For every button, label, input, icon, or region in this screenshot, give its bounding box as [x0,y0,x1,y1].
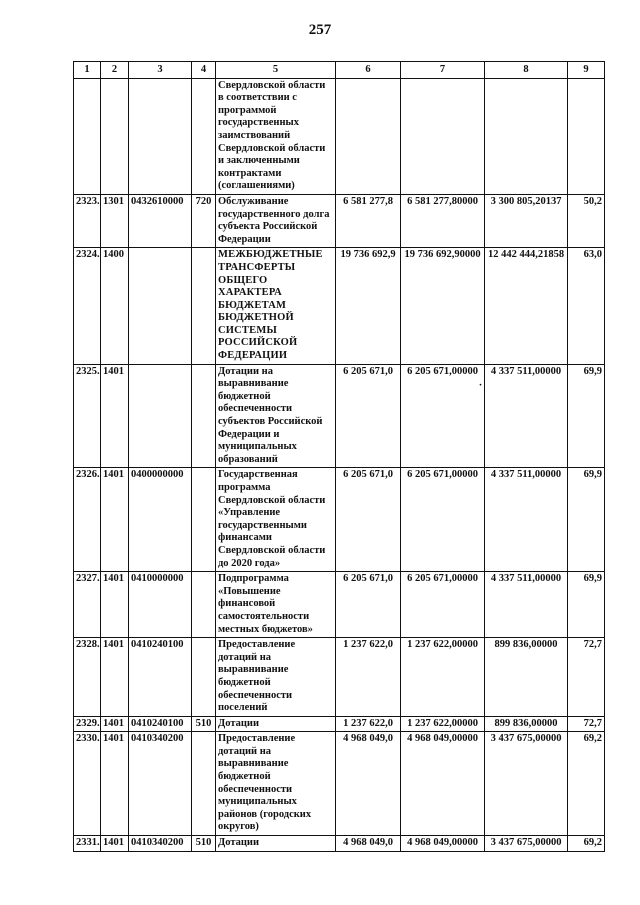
approved-amount [401,78,485,194]
item-name: Подпрограмма «Повышение финансовой самостоятельности местных бюджетов» [216,572,336,638]
section-code: 1401 [101,732,129,836]
expense-type [192,364,216,468]
execution-percent [568,78,605,194]
item-name: Предоставление дотаций на выравнивание бюджетной обеспеченности муниципальных районов (городских округов) [216,732,336,836]
item-name: Государственная программа Свердловской области «Управление государственными финансами Свердловской области до 2020 года» [216,468,336,572]
section-code: 1401 [101,836,129,852]
table-row [74,194,605,247]
execution-percent: 72,7 [568,638,605,717]
expense-type [192,638,216,717]
approved-amount: 6 581 277,80000 [401,194,485,247]
row-number: 2325. [74,364,101,468]
table-row [74,716,605,732]
execution-percent: 69,9 [568,364,605,468]
executed-amount: 899 836,00000 [485,716,568,732]
item-name: Дотации [216,836,336,852]
row-number: 2329. [74,716,101,732]
plan-amount: 6 581 277,8 [336,194,401,247]
approved-amount: 1 237 622,00000 [401,638,485,717]
expense-type [192,248,216,364]
approved-amount: 4 968 049,00000 [401,732,485,836]
approved-amount-value: 6 205 671,00000 [407,365,478,377]
table-row [74,836,605,852]
item-name: Дотации на выравнивание бюджетной обеспеченности субъектов Российской Федерации и муниципальных образований [216,364,336,468]
executed-amount [485,78,568,194]
plan-amount: 1 237 622,0 [336,716,401,732]
section-code: 1301 [101,194,129,247]
stray-mark: · [478,380,483,392]
budget-table [73,61,605,852]
header-cell: 8 [485,62,568,79]
table-row [74,248,605,364]
plan-amount: 19 736 692,9 [336,248,401,364]
plan-amount: 1 237 622,0 [336,638,401,717]
plan-amount: 6 205 671,0 [336,364,401,468]
section-code: 1401 [101,638,129,717]
execution-percent: 72,7 [568,716,605,732]
executed-amount: 3 437 675,00000 [485,732,568,836]
row-number [74,78,101,194]
approved-amount: 19 736 692,90000 [401,248,485,364]
item-name: Предоставление дотаций на выравнивание бюджетной обеспеченности поселений [216,638,336,717]
expense-type [192,468,216,572]
section-code: 1401 [101,468,129,572]
table-row [74,364,605,468]
approved-amount: 6 205 671,00000 [401,468,485,572]
execution-percent: 69,2 [568,732,605,836]
table-row [74,78,605,194]
header-row [74,62,605,79]
item-name: МЕЖБЮДЖЕТНЫЕ ТРАНСФЕРТЫ ОБЩЕГО ХАРАКТЕРА БЮДЖЕТАМ БЮДЖЕТНОЙ СИСТЕМЫ РОССИЙСКОЙ ФЕДЕРАЦИИ [216,248,336,364]
approved-amount [401,364,485,468]
target-code: 0410000000 [129,572,192,638]
expense-type: 510 [192,836,216,852]
table-row [74,732,605,836]
target-code [129,364,192,468]
target-code [129,248,192,364]
header-cell: 5 [216,62,336,79]
executed-amount: 4 337 511,00000 [485,364,568,468]
target-code: 0410340200 [129,732,192,836]
executed-amount: 3 437 675,00000 [485,836,568,852]
plan-amount: 4 968 049,0 [336,732,401,836]
plan-amount [336,78,401,194]
section-code: 1401 [101,364,129,468]
expense-type [192,78,216,194]
expense-type [192,572,216,638]
page-number: 257 [308,22,332,38]
executed-amount: 4 337 511,00000 [485,572,568,638]
execution-percent: 69,2 [568,836,605,852]
executed-amount: 899 836,00000 [485,638,568,717]
execution-percent: 63,0 [568,248,605,364]
target-code: 0410340200 [129,836,192,852]
executed-amount: 12 442 444,21858 [485,248,568,364]
table-row [74,572,605,638]
execution-percent: 50,2 [568,194,605,247]
section-code [101,78,129,194]
expense-type: 510 [192,716,216,732]
executed-amount: 4 337 511,00000 [485,468,568,572]
row-number: 2330. [74,732,101,836]
header-cell: 4 [192,62,216,79]
row-number: 2326. [74,468,101,572]
approved-amount: 6 205 671,00000 [401,572,485,638]
section-code: 1401 [101,716,129,732]
section-code: 1400 [101,248,129,364]
approved-amount: 4 968 049,00000 [401,836,485,852]
header-cell: 1 [74,62,101,79]
header-cell: 3 [129,62,192,79]
table-row [74,468,605,572]
approved-amount: 1 237 622,00000 [401,716,485,732]
plan-amount: 6 205 671,0 [336,468,401,572]
row-number: 2323. [74,194,101,247]
plan-amount: 4 968 049,0 [336,836,401,852]
section-code: 1401 [101,572,129,638]
item-name: Дотации [216,716,336,732]
row-number: 2324. [74,248,101,364]
header-cell: 2 [101,62,129,79]
target-code: 0410240100 [129,716,192,732]
target-code: 0400000000 [129,468,192,572]
row-number: 2328. [74,638,101,717]
executed-amount: 3 300 805,20137 [485,194,568,247]
header-cell: 7 [401,62,485,79]
header-cell: 9 [568,62,605,79]
expense-type [192,732,216,836]
item-name: Обслуживание государственного долга субъекта Российской Федерации [216,194,336,247]
header-cell: 6 [336,62,401,79]
execution-percent: 69,9 [568,468,605,572]
plan-amount: 6 205 671,0 [336,572,401,638]
target-code: 0432610000 [129,194,192,247]
table-row [74,638,605,717]
item-name: Свердловской области в соответствии с программой государственных заимствований Свердловской области и заключенными контрактами (соглашениями) [216,78,336,194]
row-number: 2331. [74,836,101,852]
execution-percent: 69,9 [568,572,605,638]
target-code [129,78,192,194]
row-number: 2327. [74,572,101,638]
expense-type: 720 [192,194,216,247]
target-code: 0410240100 [129,638,192,717]
